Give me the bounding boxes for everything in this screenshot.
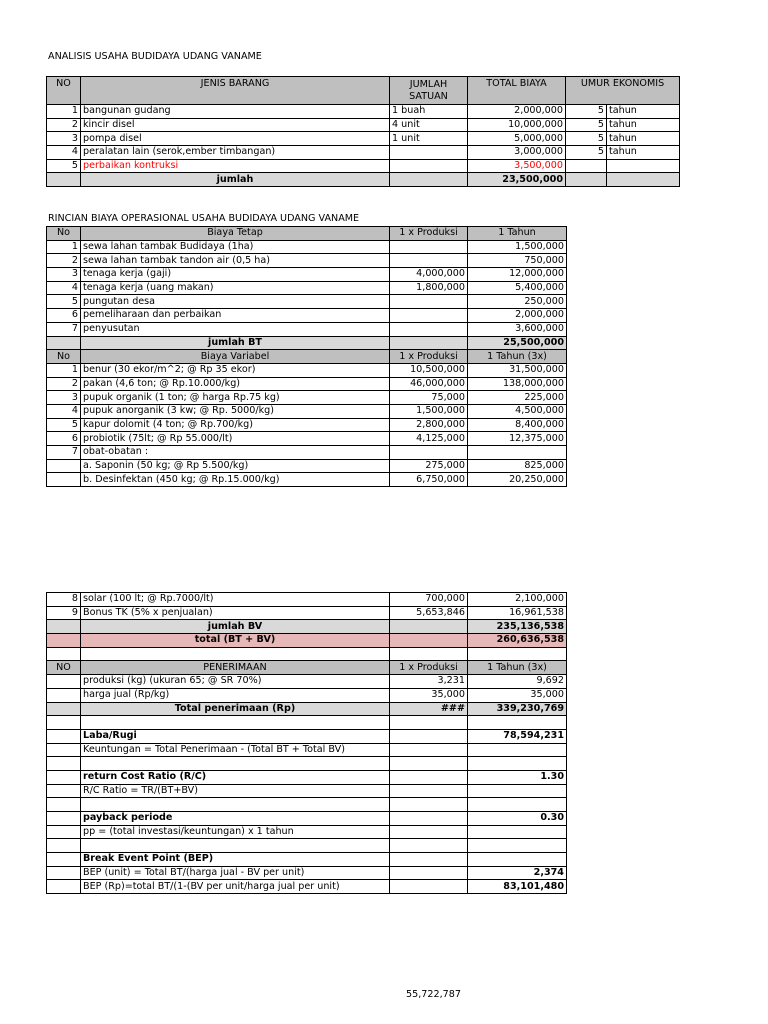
table-row [47,593,567,607]
row-umur: 5 [566,132,607,146]
bep-rp-label: BEP (Rp)=total BT/(1-(BV per unit/harga jual per unit) [81,880,390,894]
row-prod: 75,000 [390,391,468,405]
empty-row [47,647,567,661]
table-row [47,377,567,391]
total-penerimaan-value: 339,230,769 [468,702,567,716]
table-header-row [47,77,680,105]
col-header-tahun: 1 Tahun [468,227,567,241]
row-name: peralatan lain (serok,ember timbangan) [81,146,390,160]
row-name: kapur dolomit (4 ton; @ Rp.700/kg) [81,418,390,432]
row-no: 1 [47,240,81,254]
table-row [47,132,680,146]
row-no: 2 [47,254,81,268]
laba-formula-row [47,743,567,757]
row-name: pakan (4,6 ton; @ Rp.10.000/kg) [81,377,390,391]
table-row [47,159,680,173]
row-name: pupuk anorganik (3 kw; @ Rp. 5000/kg) [81,404,390,418]
jumlah-bt-row [47,336,567,350]
row-umur-unit: tahun [607,146,680,160]
laba-row [47,729,567,743]
col-header-produksi: 1 x Produksi [390,661,468,675]
row-qty: 4 unit [390,118,468,132]
pp-value: 0.30 [468,812,567,826]
row-year: 12,000,000 [468,268,567,282]
row-no: 3 [47,391,81,405]
row-year: 12,375,000 [468,432,567,446]
rc-value: 1.30 [468,770,567,784]
bep-rp-value: 83,101,480 [468,880,567,894]
row-prod [390,295,468,309]
row-prod: 1,500,000 [390,404,468,418]
total-penerimaan-row [47,702,567,716]
row-name: kincir disel [81,118,390,132]
operational-cost-table [46,226,567,487]
col-header-tahun: 1 Tahun (3x) [468,350,567,364]
table-row [47,688,567,702]
row-prod: 3,231 [390,675,468,689]
jumlah-bv-value: 235,136,538 [468,620,567,634]
row-prod: 2,800,000 [390,418,468,432]
row-cost: 3,500,000 [468,159,566,173]
row-name: pungutan desa [81,295,390,309]
col-header-no: No [47,350,81,364]
row-name: solar (100 lt; @ Rp.7000/lt) [81,593,390,607]
row-name: tenaga kerja (gaji) [81,268,390,282]
laba-label: Laba/Rugi [81,729,390,743]
row-name: sewa lahan tambak Budidaya (1ha) [81,240,390,254]
row-umur: 5 [566,146,607,160]
row-no: 1 [47,363,81,377]
row-umur-unit: tahun [607,118,680,132]
row-prod [390,254,468,268]
row-no: 3 [47,132,81,146]
row-no: 1 [47,105,81,119]
row-no: 7 [47,322,81,336]
total-bt-bv-row [47,634,567,648]
col-header-biaya-tetap: Biaya Tetap [81,227,390,241]
col-header-no: NO [47,661,81,675]
row-name: probiotik (75lt; @ Rp 55.000/lt) [81,432,390,446]
row-no [47,473,81,487]
table-row [47,432,567,446]
total-bt-bv-label: total (BT + BV) [81,634,390,648]
row-prod: 46,000,000 [390,377,468,391]
table-row [47,146,680,160]
table-row [47,309,567,323]
row-year: 35,000 [468,688,567,702]
col-header-total-biaya: TOTAL BIAYA [468,77,566,105]
row-year: 3,600,000 [468,322,567,336]
row-no: 4 [47,146,81,160]
table-row [47,363,567,377]
pp-row [47,812,567,826]
row-umur-unit: tahun [607,105,680,119]
col-header-umur-ekonomis: UMUR EKONOMIS [566,77,680,105]
row-prod [390,240,468,254]
row-name: benur (30 ekor/m^2; @ Rp 35 ekor) [81,363,390,377]
col-header-no: No [47,227,81,241]
table-row [47,459,567,473]
row-name: a. Saponin (50 kg; @ Rp 5.500/kg) [81,459,390,473]
row-umur [566,159,607,173]
row-year: 5,400,000 [468,281,567,295]
row-no: 5 [47,418,81,432]
pp-formula-row [47,825,567,839]
row-prod: 35,000 [390,688,468,702]
row-cost: 10,000,000 [468,118,566,132]
row-no: 5 [47,159,81,173]
rc-formula-row [47,784,567,798]
row-year: 225,000 [468,391,567,405]
table-row [47,473,567,487]
row-name: tenaga kerja (uang makan) [81,281,390,295]
row-no: 9 [47,606,81,620]
investment-table [46,76,680,187]
row-year: 1,500,000 [468,240,567,254]
table-row [47,105,680,119]
bep-unit-label: BEP (unit) = Total BT/(harga jual - BV per unit) [81,866,390,880]
row-name: perbaikan kontruksi [81,159,390,173]
table-row [47,418,567,432]
operational-title: RINCIAN BIAYA OPERASIONAL USAHA BUDIDAYA UDANG VANAME [48,213,360,224]
row-prod: 10,500,000 [390,363,468,377]
table-row [47,268,567,282]
row-qty: 1 unit [390,132,468,146]
row-prod [390,309,468,323]
row-year: 16,961,538 [468,606,567,620]
col-header-produksi: 1 x Produksi [390,350,468,364]
total-value: 23,500,000 [468,173,566,187]
row-prod [390,322,468,336]
row-cost: 3,000,000 [468,146,566,160]
row-no: 3 [47,268,81,282]
row-year: 20,250,000 [468,473,567,487]
table-header-row [47,661,567,675]
col-header-jenis-barang: JENIS BARANG [81,77,390,105]
laba-value: 78,594,231 [468,729,567,743]
row-cost: 5,000,000 [468,132,566,146]
pp-formula: pp = (total investasi/keuntungan) x 1 tahun [81,825,390,839]
total-bt-bv-value: 260,636,538 [468,634,567,648]
row-name: obat-obatan : [81,446,390,460]
row-no: 2 [47,377,81,391]
row-umur-unit: tahun [607,132,680,146]
pp-label: payback periode [81,812,390,826]
row-no: 6 [47,432,81,446]
empty-row [47,757,567,771]
table-header-row [47,350,567,364]
table-row [47,281,567,295]
rc-formula: R/C Ratio = TR/(BT+BV) [81,784,390,798]
row-year: 2,100,000 [468,593,567,607]
empty-row [47,798,567,812]
row-year: 250,000 [468,295,567,309]
total-label: jumlah [81,173,390,187]
jumlah-bv-label: jumlah BV [81,620,390,634]
jumlah-bt-value: 25,500,000 [468,336,567,350]
row-name: pupuk organik (1 ton; @ harga Rp.75 kg) [81,391,390,405]
row-name: bangunan gudang [81,105,390,119]
row-no: 7 [47,446,81,460]
row-no: 8 [47,593,81,607]
row-year: 4,500,000 [468,404,567,418]
jumlah-bt-label: jumlah BT [81,336,390,350]
row-name: penyusutan [81,322,390,336]
row-name: sewa lahan tambak tandon air (0,5 ha) [81,254,390,268]
laba-formula: Keuntungan = Total Penerimaan - (Total BT + Total BV) [81,743,390,757]
table-row [47,446,567,460]
row-umur: 5 [566,105,607,119]
revenue-analysis-table [46,592,567,894]
row-prod: 4,000,000 [390,268,468,282]
row-cost: 2,000,000 [468,105,566,119]
total-penerimaan-prod: ### [390,702,468,716]
col-header-biaya-variabel: Biaya Variabel [81,350,390,364]
row-year: 8,400,000 [468,418,567,432]
row-no: 4 [47,404,81,418]
table-row [47,675,567,689]
row-no: 5 [47,295,81,309]
row-name: pompa disel [81,132,390,146]
row-name: harga jual (Rp/kg) [81,688,390,702]
total-row [47,173,680,187]
rc-row [47,770,567,784]
col-header-no: NO [47,77,81,105]
row-name: pemeliharaan dan perbaikan [81,309,390,323]
row-prod: 5,653,846 [390,606,468,620]
row-name: Bonus TK (5% x penjualan) [81,606,390,620]
row-year: 825,000 [468,459,567,473]
row-qty [390,146,468,160]
row-year: 750,000 [468,254,567,268]
col-header-jumlah-satuan: JUMLAH SATUAN [390,77,468,105]
row-prod: 275,000 [390,459,468,473]
row-prod: 6,750,000 [390,473,468,487]
row-no [47,459,81,473]
col-header-tahun: 1 Tahun (3x) [468,661,567,675]
row-qty: 1 buah [390,105,468,119]
table-row [47,322,567,336]
table-row [47,404,567,418]
empty-row [47,716,567,730]
investment-title: ANALISIS USAHA BUDIDAYA UDANG VANAME [48,51,262,62]
table-header-row [47,227,567,241]
table-row [47,295,567,309]
bep-row [47,853,567,867]
row-year: 138,000,000 [468,377,567,391]
total-penerimaan-label: Total penerimaan (Rp) [81,702,390,716]
empty-row [47,839,567,853]
row-year [468,446,567,460]
row-umur: 5 [566,118,607,132]
jumlah-bv-row [47,620,567,634]
row-prod: 1,800,000 [390,281,468,295]
row-name: b. Desinfektan (450 kg; @ Rp.15.000/kg) [81,473,390,487]
row-qty [390,159,468,173]
table-row [47,391,567,405]
table-row [47,254,567,268]
row-year: 31,500,000 [468,363,567,377]
col-header-penerimaan: PENERIMAAN [81,661,390,675]
rc-label: return Cost Ratio (R/C) [81,770,390,784]
table-row [47,606,567,620]
table-row [47,118,680,132]
footer-value: 55,722,787 [406,989,461,1000]
col-header-produksi: 1 x Produksi [390,227,468,241]
row-no: 2 [47,118,81,132]
table-row [47,240,567,254]
row-no: 4 [47,281,81,295]
bep-rp-row [47,880,567,894]
row-year: 2,000,000 [468,309,567,323]
bep-unit-value: 2,374 [468,866,567,880]
bep-unit-row [47,866,567,880]
row-prod: 4,125,000 [390,432,468,446]
row-no: 6 [47,309,81,323]
row-year: 9,692 [468,675,567,689]
bep-label: Break Event Point (BEP) [81,853,390,867]
row-prod: 700,000 [390,593,468,607]
row-name: produksi (kg) (ukuran 65; @ SR 70%) [81,675,390,689]
row-umur-unit [607,159,680,173]
row-prod [390,446,468,460]
